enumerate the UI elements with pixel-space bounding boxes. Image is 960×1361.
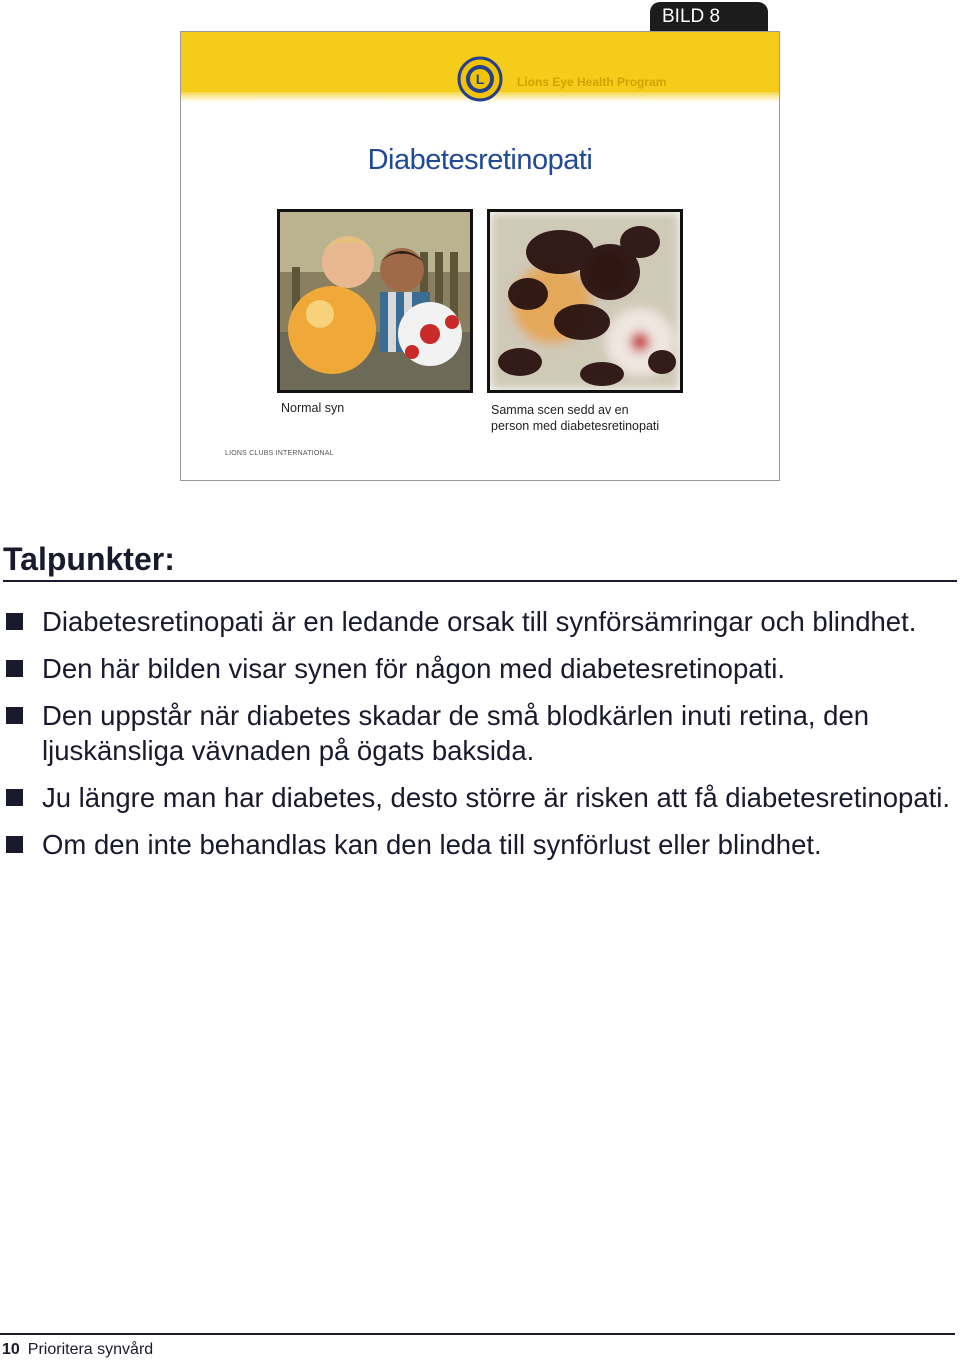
program-name: Lions Eye Health Program [517, 75, 667, 89]
list-item [0, 827, 960, 862]
caption-normal-vision: Normal syn [281, 401, 345, 415]
square-bullet-icon [6, 836, 23, 853]
list-item [0, 651, 960, 686]
caption-line: Samma scen sedd av en [491, 403, 629, 417]
heading-divider [3, 580, 957, 582]
normal-vision-photo [277, 209, 473, 393]
list-item-text: Ju längre man har diabetes, desto större är risken att få diabetesretinopati. [42, 782, 951, 813]
list-item-text: Den här bilden visar synen för någon med diabetesretinopati. [42, 653, 785, 684]
footer-divider [0, 1333, 955, 1335]
square-bullet-icon [6, 789, 23, 806]
lions-logo-letter: L [475, 71, 485, 87]
square-bullet-icon [6, 707, 23, 724]
slide-title: Diabetesretinopati [367, 144, 593, 176]
footer-title: Prioritera synvård [27, 1341, 154, 1358]
list-item [0, 604, 960, 639]
square-bullet-icon [6, 660, 23, 677]
list-item-text: Den uppstår när diabetes skadar de små blodkärlen inuti retina, den ljuskänsliga vävnaden på ögats baksida. [42, 700, 870, 766]
lions-logo-icon [457, 56, 503, 102]
page-number: 10 [2, 1341, 20, 1358]
slide-thumbnail [180, 31, 780, 481]
page-footer [2, 1341, 153, 1359]
list-item-text: Om den inte behandlas kan den leda till synförlust eller blindhet. [42, 829, 822, 860]
talking-points-list [0, 604, 960, 874]
diabetic-retinopathy-photo [487, 209, 683, 393]
caption-retinopathy-vision [491, 402, 659, 434]
slide-number-tab: BILD 8 [650, 2, 768, 32]
list-item-text: Diabetesretinopati är en ledande orsak till synförsämringar och blindhet. [42, 606, 917, 637]
list-item [0, 780, 960, 815]
lions-clubs-label: LIONS CLUBS INTERNATIONAL [225, 450, 334, 457]
square-bullet-icon [6, 613, 23, 630]
list-item [0, 698, 960, 768]
caption-line: person med diabetesretinopati [491, 419, 660, 433]
talking-points-heading: Talpunkter: [3, 541, 175, 577]
